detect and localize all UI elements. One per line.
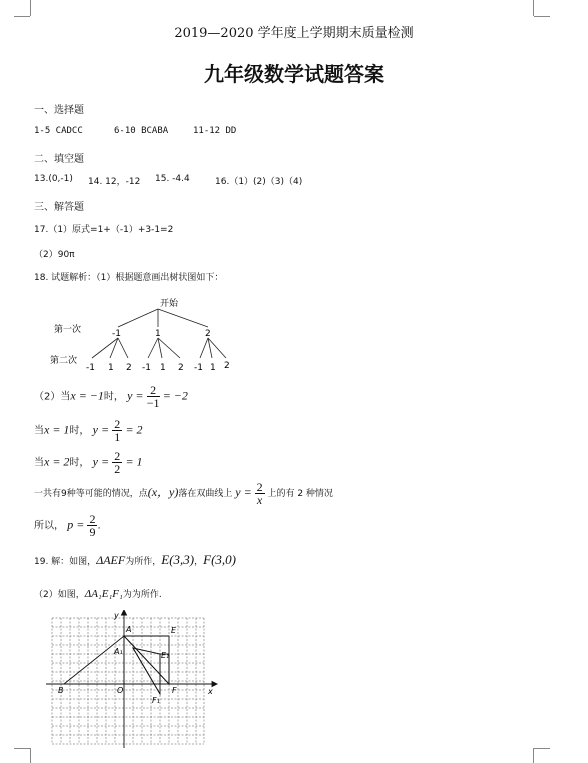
case1-res: = −2 bbox=[162, 388, 188, 403]
q18-conclusion bbox=[34, 513, 101, 538]
case3-cond: x = 2 bbox=[44, 454, 70, 469]
tree-first-node: 1 bbox=[155, 329, 161, 339]
crop-mark-bl-v bbox=[30, 748, 31, 763]
label-a: A bbox=[126, 625, 132, 634]
tree-second-node: -1 bbox=[86, 363, 95, 373]
tree-root: 开始 bbox=[160, 299, 179, 309]
q18-intro: 18. 试题解析：（1）根据题意画出树状图如下： bbox=[34, 273, 224, 283]
label-x: x bbox=[208, 687, 213, 696]
q19-line1 bbox=[34, 552, 236, 568]
q19-line2-b: 为为所作. bbox=[122, 590, 162, 600]
q17-part1: 17.（1）原式=1+（-1）+3-1=2 bbox=[34, 225, 174, 235]
case2-cond: x = 1 bbox=[44, 422, 70, 437]
crop-mark-tr-h bbox=[534, 16, 550, 17]
coordinate-graph bbox=[44, 610, 224, 750]
case1-num: 2 bbox=[147, 384, 160, 397]
tree-second-node: 1 bbox=[210, 363, 216, 373]
case3-num: 2 bbox=[114, 449, 121, 463]
label-f1: F₁ bbox=[152, 696, 160, 705]
tree-second-node: 1 bbox=[108, 363, 114, 373]
q19-point-e: E(3,3) bbox=[161, 552, 195, 567]
fill-answer-15: 15. -4.4 bbox=[155, 174, 190, 184]
tree-second-node: 1 bbox=[160, 363, 166, 373]
section-choice-heading: 一、选择题 bbox=[34, 105, 84, 116]
page-title: 九年级数学试题答案 bbox=[204, 62, 384, 86]
label-y: y bbox=[114, 611, 119, 620]
tree-second-node: 2 bbox=[178, 363, 184, 373]
case2-num: 2 bbox=[114, 417, 121, 431]
case1-den: −1 bbox=[146, 396, 160, 410]
tree-second-node: -1 bbox=[142, 363, 151, 373]
tree-first-node: 2 bbox=[205, 329, 211, 339]
q18-case3 bbox=[34, 450, 143, 475]
axes bbox=[46, 610, 217, 748]
case1-mid: 时， bbox=[103, 391, 124, 403]
q18-case1 bbox=[34, 384, 188, 409]
crop-mark-tr-v bbox=[533, 0, 534, 16]
label-b: B bbox=[58, 686, 64, 695]
so-prefix: 所以， bbox=[34, 520, 64, 532]
label-e1: E₁ bbox=[161, 651, 170, 660]
case2-fraction bbox=[112, 418, 122, 443]
case3-fraction bbox=[112, 450, 122, 475]
tree-first-node: -1 bbox=[112, 329, 121, 339]
fill-answer-16: 16.（1）(2)（3)（4) bbox=[215, 177, 303, 187]
case3-mid: 时， bbox=[69, 457, 90, 469]
q17-part2: （2）90π bbox=[34, 250, 75, 260]
crop-mark-br-v bbox=[533, 748, 534, 763]
label-f: F bbox=[172, 686, 177, 695]
summary-b: 落在双曲线上 bbox=[178, 489, 233, 499]
fill-answer-13: 13.(0,-1) bbox=[34, 174, 73, 184]
so-end: . bbox=[97, 520, 101, 532]
so-fraction bbox=[87, 513, 97, 538]
summary-point: (x，y) bbox=[147, 485, 179, 499]
crop-mark-br-h bbox=[534, 748, 550, 749]
so-den: 9 bbox=[89, 525, 96, 539]
tree-second-node: -1 bbox=[194, 363, 203, 373]
so-num: 2 bbox=[89, 512, 96, 526]
q19-line2 bbox=[34, 587, 162, 600]
summary-y: y = bbox=[235, 485, 252, 499]
section-fill-heading: 二、填空题 bbox=[34, 154, 84, 165]
case2-den: 1 bbox=[114, 430, 121, 444]
choice-answers-1: 1-5 CADCC bbox=[34, 126, 83, 136]
crop-mark-tl-v bbox=[30, 0, 31, 16]
q19-sep: ， bbox=[194, 557, 204, 567]
q19-line1-b: 为所作， bbox=[125, 557, 162, 567]
case3-y: y = bbox=[92, 454, 110, 469]
case1-prefix: （2）当 bbox=[34, 391, 71, 403]
crop-mark-bl-h bbox=[14, 748, 30, 749]
tree-diagram bbox=[40, 294, 260, 376]
fill-answer-14: 14. 12，-12 bbox=[88, 177, 141, 187]
case1-fraction bbox=[147, 384, 160, 409]
label-a1: A₁ bbox=[114, 647, 123, 656]
case2-prefix: 当 bbox=[34, 425, 44, 437]
label-o: O bbox=[117, 686, 124, 695]
q18-summary bbox=[34, 481, 333, 506]
choice-answers-3: 11-12 DD bbox=[193, 126, 237, 136]
page-header: 2019—2020 学年度上学期期末质量检测 bbox=[174, 26, 414, 41]
summary-a: 一共有9种等可能的情况，点 bbox=[34, 489, 148, 499]
tree-second-label: 第二次 bbox=[50, 356, 78, 366]
q19-triangle: ΔAEF bbox=[96, 553, 126, 567]
case3-den: 2 bbox=[114, 462, 121, 476]
tree-second-node: 2 bbox=[224, 361, 230, 371]
case2-y: y = bbox=[92, 422, 110, 437]
tree-first-label: 第一次 bbox=[54, 325, 82, 335]
summary-c: 上的有 2 种情况 bbox=[267, 489, 333, 499]
q18-case2 bbox=[34, 418, 143, 443]
case3-res: = 1 bbox=[125, 454, 143, 469]
case2-res: = 2 bbox=[125, 422, 143, 437]
q19-line2-a: （2）如图， bbox=[34, 590, 85, 600]
q19-point-f: F(3,0) bbox=[203, 552, 236, 567]
tree-second-node: 2 bbox=[126, 363, 132, 373]
case1-y: y = bbox=[127, 388, 144, 403]
q19-line1-a: 19. 解：如图， bbox=[34, 557, 97, 567]
grid bbox=[52, 618, 204, 744]
q19-triangle-1: ΔA₁E₁F₁ bbox=[84, 588, 123, 600]
summary-fraction bbox=[255, 481, 265, 506]
case2-mid: 时， bbox=[69, 425, 90, 437]
label-e: E bbox=[171, 626, 177, 635]
crop-mark-tl-h bbox=[14, 16, 30, 17]
case3-prefix: 当 bbox=[34, 457, 44, 469]
so-p: p = bbox=[67, 517, 85, 532]
summary-num: 2 bbox=[256, 480, 263, 494]
choice-answers-2: 6-10 BCABA bbox=[114, 126, 169, 136]
summary-den: x bbox=[256, 493, 263, 507]
case1-cond: x = −1 bbox=[70, 388, 104, 403]
section-solve-heading: 三、解答题 bbox=[34, 202, 84, 213]
